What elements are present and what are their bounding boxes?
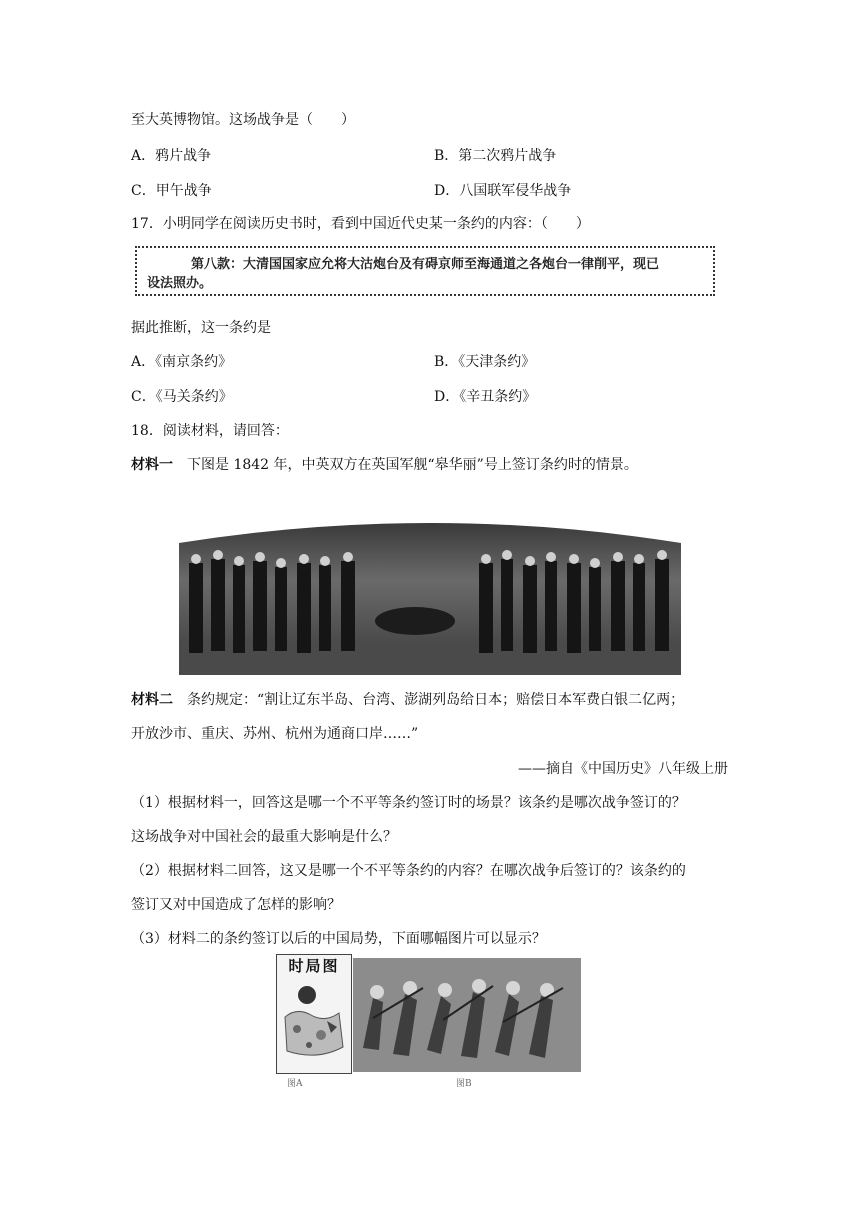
q16-option-d[interactable]: D．八国联军侵华战争 xyxy=(434,183,572,199)
material2-source: ——摘自《中国历史》八年级上册 xyxy=(518,761,728,777)
material2-line2: 开放沙市、重庆、苏州、杭州为通商口岸……” xyxy=(131,726,419,742)
figure-a-caption: 图A xyxy=(287,1079,303,1089)
material1-paragraph xyxy=(131,455,638,475)
q17-option-c[interactable]: C．《马关条约》 xyxy=(131,389,233,405)
q17-inference: 据此推断，这一条约是 xyxy=(131,320,271,336)
q16-option-b[interactable]: B．第二次鸦片战争 xyxy=(434,148,557,164)
q17-quote-line2: 设法照办。 xyxy=(147,276,213,291)
material2-label: 材料二 xyxy=(131,692,173,708)
q17-quote-line1: 第八款：大清国国家应允将大沽炮台及有碍京师至海通道之各炮台一律削平，现已 xyxy=(191,257,660,272)
q16-option-a[interactable]: A．鸦片战争 xyxy=(131,148,212,164)
q18-sub1-line1: （1）根据材料一，回答这是哪一个不平等条约签订时的场景？该条约是哪次战争签订的？ xyxy=(131,795,686,811)
q17-stem: 17．小明同学在阅读历史书时，看到中国近代史某一条约的内容：（ ） xyxy=(131,216,590,232)
material1-label: 材料一 xyxy=(131,457,173,473)
material1-text: 下图是 1842 年，中英双方在英国军舰“皋华丽”号上签订条约时的情景。 xyxy=(173,457,638,473)
q17-option-d[interactable]: D．《辛丑条约》 xyxy=(434,389,537,405)
figure-a-title: 时局图 xyxy=(288,957,340,975)
figure-b-relief xyxy=(353,958,581,1072)
q17-quote-box xyxy=(135,246,715,296)
q16-stem-end: 至大英博物馆。这场战争是（ ） xyxy=(131,112,355,128)
q18-sub2-line1: （2）根据材料二回答，这又是哪一个不平等条约的内容？在哪次战争后签订的？该条约的 xyxy=(131,863,686,879)
q18-stem: 18．阅读材料，请回答： xyxy=(131,423,289,439)
material2-text1: 条约规定：“割让辽东半岛、台湾、澎湖列岛给日本；赔偿日本军费白银二亿两； xyxy=(173,692,685,708)
material2-line1 xyxy=(131,690,684,710)
treaty-signing-photo xyxy=(179,503,681,675)
q18-sub2-line2: 签订又对中国造成了怎样的影响？ xyxy=(131,897,341,913)
figure-a-map xyxy=(276,954,352,1074)
q18-sub1-line2: 这场战争对中国社会的最重大影响是什么？ xyxy=(131,829,397,845)
figure-b-caption: 图B xyxy=(456,1079,472,1089)
q17-option-b[interactable]: B．《天津条约》 xyxy=(434,354,536,370)
q16-option-c[interactable]: C．甲午战争 xyxy=(131,183,212,199)
q18-sub3: （3）材料二的条约签订以后的中国局势，下面哪幅图片可以显示？ xyxy=(131,931,546,947)
q17-option-a[interactable]: A．《南京条约》 xyxy=(131,354,233,370)
